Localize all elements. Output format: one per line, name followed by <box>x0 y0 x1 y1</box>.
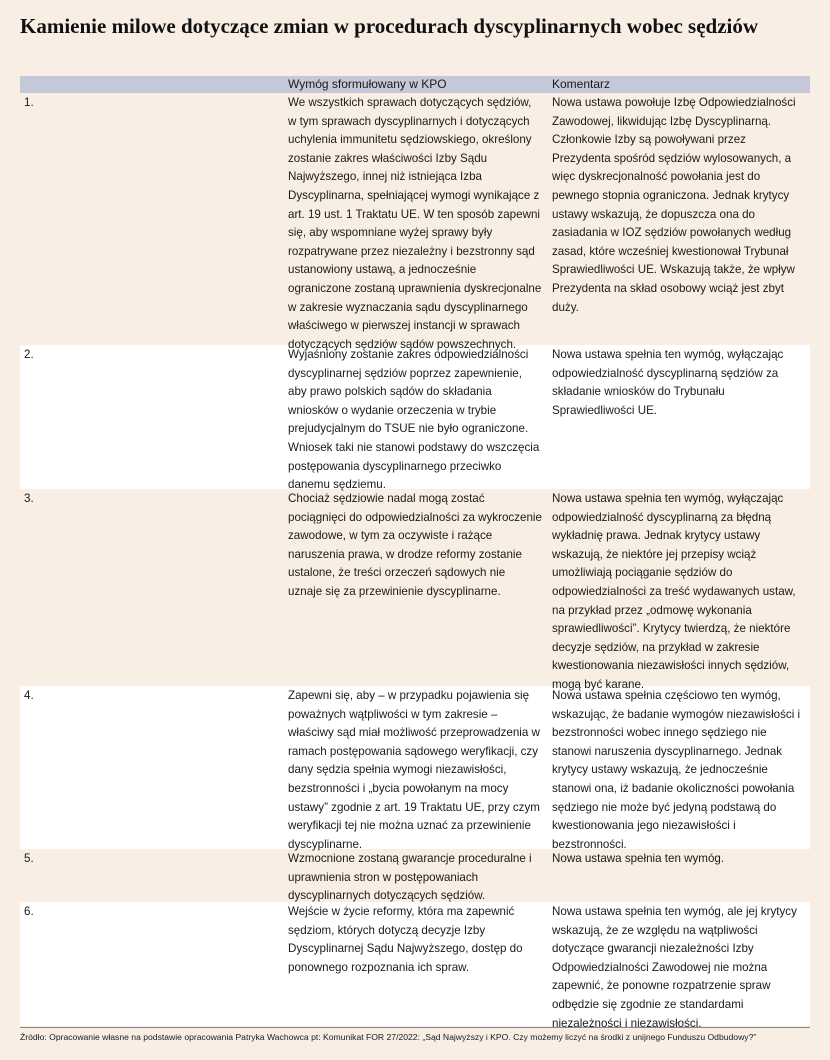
table-row <box>20 849 810 902</box>
header-comment: Komentarz <box>552 77 611 91</box>
header-number-cell <box>20 76 288 93</box>
table-row <box>20 686 810 849</box>
source-note: Źródło: Opracowanie własne na podstawie opracowania Patryka Wachowca pt: Komunikat FOR 27/2022: „Sąd Najwyższy i KPO. Czy możemy liczyć na środki z unijnego Funduszu Odbudowy?” <box>20 1027 810 1044</box>
comment-cell: Nowa ustawa spełnia ten wymóg, wyłączając odpowiedzialność dyscyplinarną za błędną wykładnię prawa. Jednak krytycy ustawy wskazują, że niektóre jej przepisy wciąż umożliwiają pociąganie sędziów do odpowiedzialności za treść wydawanych ustaw, na przykład przez „odmowę wykonania sprawiedliwości”. Krytycy twierdzą, że niektóre decyzje sędziów, na przykład w zakresie kwestionowania niezawisłości innych sędziów, mogą być karane. <box>552 492 796 691</box>
table-row <box>20 902 810 1030</box>
table-row <box>20 93 810 351</box>
header-requirement: Wymóg sformułowany w KPO <box>288 77 447 91</box>
row-number: 1. <box>24 96 34 109</box>
comment-cell: Nowa ustawa powołuje Izbę Odpowiedzialności Zawodowej, likwidując Izbę Dyscyplinarną. Członkowie Izby są powoływani przez Prezydenta spośród sędziów wylosowanych, a więc dyskrecjonalność powołania jest do pewnego stopnia ograniczona. Jednak krytycy ustawy wskazują, że dopuszcza ona do zasiadania w IOZ sędziów powołanych według zasad, które wcześniej kwestionował Trybunał Sprawiedliwości UE. Wskazują także, że wpływ Prezydenta na skład osobowy wciąż jest zbyt duży. <box>552 96 796 314</box>
table-row <box>20 345 810 492</box>
requirement-cell: Wzmocnione zostaną gwarancje proceduralne i uprawnienia stron w postępowaniach dyscyplinarnych dotyczących sędziów. <box>288 852 532 903</box>
row-number: 4. <box>24 689 34 702</box>
requirement-cell: Wejście w życie reformy, która ma zapewnić sędziom, których dotyczą decyzje Izby Dyscyplinarnej Sądu Najwyższego, dostęp do ponownego rozpoznania ich spraw. <box>288 905 523 974</box>
row-number: 5. <box>24 852 34 865</box>
comment-cell: Nowa ustawa spełnia ten wymóg. <box>552 852 725 865</box>
requirement-cell: Wyjaśniony zostanie zakres odpowiedzialności dyscyplinarnej sędziów poprzez zapewnienie, aby prawo polskich sądów do składania wniosków o wydanie orzeczenia w trybie prejudycjalnym do TSUE nie było ograniczone. Wniosek taki nie stanowi podstawy do wszczęcia postępowania dyscyplinarnego przeciwko danemu sędziemu. <box>288 348 540 492</box>
row-number: 6. <box>24 905 34 918</box>
page-title: Kamienie milowe dotyczące zmian w procedurach dyscyplinarnych wobec sędziów <box>20 14 759 38</box>
milestones-table <box>20 76 810 1030</box>
row-number: 2. <box>24 348 34 361</box>
comment-cell: Nowa ustawa spełnia częściowo ten wymóg, wskazując, że badanie wymogów niezawisłości i bezstronności wobec innego sędziego nie stanowi naruszenia dyscyplinarnego. Jednak krytycy ustawy wskazują, że jednocześnie stanowi ona, iż badanie okoliczności powołania sędziego nie może być jedyną podstawą do kwestionowania jego niezawisłości i bezstronności. <box>552 689 801 851</box>
row-number: 3. <box>24 492 34 505</box>
comment-cell: Nowa ustawa spełnia ten wymóg, wyłączając odpowiedzialność dyscyplinarną sędziów za składanie wniosków do Trybunału Sprawiedliwości UE. <box>552 348 784 417</box>
table-header <box>20 76 810 93</box>
requirement-cell: Zapewni się, aby – w przypadku pojawienia się poważnych wątpliwości w tym zakresie – właściwy sąd miał możliwość przeprowadzenia w ramach postępowania sądowego weryfikacji, czy dany sędzia spełnia wymogi niezawisłości, bezstronności i „bycia powołanym na mocy ustawy” zgodnie z art. 19 Traktatu UE, przy czym weryfikacji tej nie można uznać za przewinienie dyscyplinarne. <box>288 689 540 851</box>
comment-cell: Nowa ustawa spełnia ten wymóg, ale jej krytycy wskazują, że ze względu na wątpliwości dotyczące gwarancji niezależności Izby Odpowiedzialności Zawodowej nie można zapewnić, że ponowne rozpatrzenie spraw odbędzie się zgodnie ze standardami niezależności i niezawisłości. <box>552 905 797 1030</box>
table-row <box>20 489 810 691</box>
requirement-cell: Chociaż sędziowie nadal mogą zostać pociągnięci do odpowiedzialności za wykroczenie zawodowe, w tym za oczywiste i rażące naruszenia prawa, w drodze reformy zostanie ustalone, że treści orzeczeń sądowych nie uznaje się za przewinienie dyscyplinarne. <box>288 492 542 598</box>
requirement-cell: We wszystkich sprawach dotyczących sędziów, w tym sprawach dyscyplinarnych i dotyczących uchylenia immunitetu sędziowskiego, określony zostanie zakres właściwości Izby Sądu Najwyższego, innej niż istniejąca Izba Dyscyplinarna, spełniającej wymogi wynikające z art. 19 ust. 1 Traktatu UE. W ten sposób zapewni się, aby wspomniane wyżej sprawy były rozpatrywane przez niezależny i bezstronny sąd ustanowiony ustawą, a jednocześnie ograniczone zostaną uprawnienia dyskrecjonalne w zakresie wyznaczania sądu dyscyplinarnego właściwego w pierwszej instancji w sprawach dotyczących sędziów sądów powszechnych. <box>288 96 542 351</box>
